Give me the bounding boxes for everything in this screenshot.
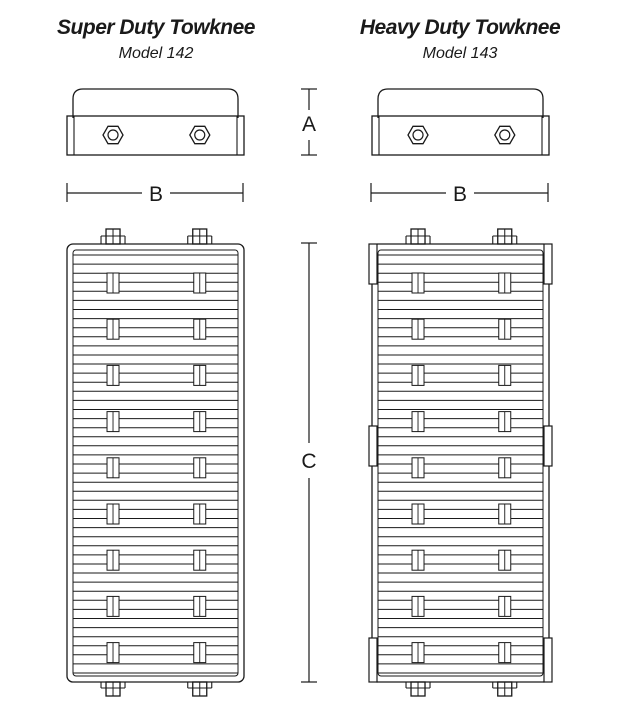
- product-title-heavy-duty: Heavy Duty Towknee: [359, 16, 561, 39]
- side-tab-left: [369, 638, 377, 682]
- hex-nut-icon: [495, 126, 515, 143]
- towknee-heavy-duty: [369, 89, 552, 696]
- top-plate: [372, 116, 549, 155]
- towknee-super-duty: [67, 89, 244, 696]
- pad-inner-frame: [73, 250, 238, 676]
- hex-nut-icon: [190, 126, 210, 143]
- top-plate: [67, 116, 244, 155]
- dimension-c-label: C: [301, 450, 317, 473]
- top-view: [372, 89, 549, 155]
- hex-nut-icon: [408, 126, 428, 143]
- side-tab-right: [544, 426, 552, 466]
- side-tab-right: [544, 244, 552, 284]
- top-view: [67, 89, 244, 155]
- nut-hole: [195, 130, 205, 140]
- dimension-a-label: A: [301, 113, 317, 136]
- nut-hole: [500, 130, 510, 140]
- top-cap: [378, 89, 543, 118]
- nut-hole: [108, 130, 118, 140]
- nut-hole: [413, 130, 423, 140]
- dimension-b-right-label: B: [452, 183, 468, 206]
- product-title-super-duty: Super Duty Towknee: [57, 16, 255, 39]
- front-view: [67, 229, 244, 696]
- pad-inner-frame: [378, 250, 543, 676]
- side-tab-left: [369, 244, 377, 284]
- front-view: [369, 229, 552, 696]
- product-model-142: Model 142: [118, 45, 194, 62]
- dimension-b-left-label: B: [148, 183, 164, 206]
- side-tab-right: [544, 638, 552, 682]
- side-tab-left: [369, 426, 377, 466]
- hex-nut-icon: [103, 126, 123, 143]
- top-cap: [73, 89, 238, 118]
- product-model-143: Model 143: [422, 45, 498, 62]
